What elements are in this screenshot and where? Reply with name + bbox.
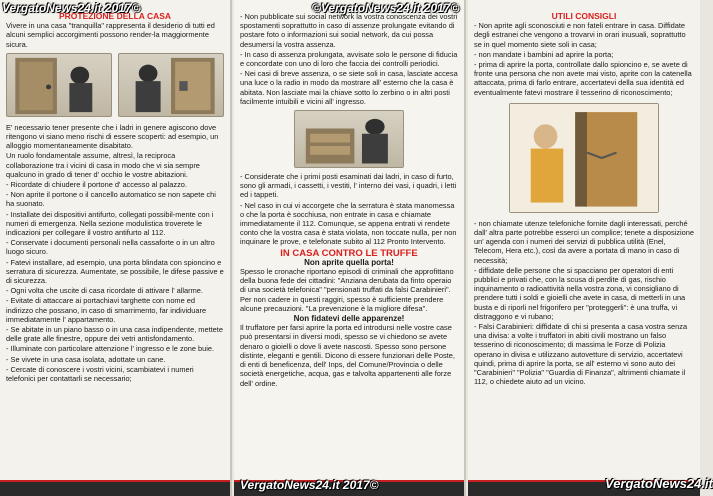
list-item: - Evitate di attaccare ai portachiavi targhette con nome ed indirizzo che possano, in caso di smarrimento, far individuare immediatamente l' appartamento. [6, 296, 207, 324]
list-item: - Se vivete in una casa isolata, adottate un cane. [6, 354, 166, 364]
paragraph-vicini: Un ruolo fondamentale assume, altresì, la reciproca collaborazione tra i vicini di casa in modo che vi sia sempre qualcuno in grado di tener d' occhio le vostre abitazioni. [6, 151, 200, 179]
heading-truffe: IN CASA CONTRO LE TRUFFE [280, 247, 418, 259]
list-item: - Non pubblicate sui social network la vostra conoscenza dei vostri spostamenti soprattutto in caso di assenze prolungate evitando di postare foto o informazioni sui social network, da cui possa desumersi la vostra assenza. [240, 12, 458, 49]
list-item: - Illuminate con particolare attenzione l' ingresso e le zone buie. [6, 344, 215, 354]
paragraph-cronache: Spesso le cronache riportano episodi di criminali che approfittano della buona fede dei cittadini: "Anziana derubata da finto operaio di una società telefonica" "pensionati truffati da falsi Carabinieri". Per non cadere in questi raggiri, spesso è sufficiente prendere alcune precauzioni. "La prevenzione è la migliore difesa". [240, 267, 454, 313]
list-item: - non mandate i bambini ad aprire la porta; [474, 49, 614, 59]
list-item: - non chiamate utenze telefoniche fornite dagli interessati, perché dall' altra parte potrebbe esserci un complice; tenete a disposizione un' agenda con i numeri dei servizi di pubblica utilità (Enel, Telecom, Hera etc.), così da avere a portata di mano in caso di necessità; [474, 218, 694, 265]
list-item: - Conservate i documenti personali nella cassaforte o in un altro luogo sicuro. [6, 238, 215, 257]
watermark-top-mid: ©VergatoNews24.it 2017© [312, 1, 460, 15]
list-item: - Considerate che i primi posti esaminati dai ladri, in caso di furto, sono gli armadi, i cassetti, i vestiti, l' interno dei vasi, i quadri, i letti ed i tappeti. [240, 172, 457, 200]
list-item: - diffidate delle persone che si spacciano per operatori di enti pubblici e privati che, con la scusa di perdite di gas, rischio inquinamento o radioattività nella vostra zona, vi consigliano di prendere tutti i soldi e gioielli che avete in casa, di metterli in una busta e di riporli nel frigorifero per "proteggerli": è una truffa, vi distraggono e vi rubano; [474, 265, 686, 321]
paragraph-truffatore: Il truffatore per farsi aprire la porta ed introdursi nelle vostre case può presentarsi in diversi modi, spesso se vi chiedono se avete denaro o gioielli o dove li avete nascosti. Spesso sono persone distinte, eleganti e gentili. Dicono di essere funzionari delle Poste, di enti di beneficenza, dell' Inps, del Comune/Provincia o delle società energetiche, acqua, gas e talvolta appartenenti alle forze dell' ordine. [240, 323, 455, 388]
list-item: - prima di aprire la porta, controllate dallo spioncino e, se avete di fronte una persona che non avete mai visto, aprite con la catenella attaccata, prima di farlo entrare, accertatevi della sua identità ed eventualmente fatevi mostrare il tesserino di riconoscimento; [474, 60, 692, 97]
panel-protezione-casa [0, 0, 232, 496]
list-item: - Cercate di conoscere i vostri vicini, scambiatevi i numeri telefonici per contattarli se necessario; [6, 364, 194, 384]
list-item: - Se abitate in un piano basso o in una casa indipendente, mettete delle grate alle finestre, oppure dei vetri antisfondamento. [6, 325, 223, 344]
subheading-porta: Non aprite quella porta! [304, 257, 394, 267]
list-item: - Nel caso in cui vi accorgete che la serratura è stata manomessa o che la porta è socchiusa, non entrate in casa e chiamate immediatamente il 112. Comunque, se appena entrati vi rendete conto che la vostra casa è stata violata, non toccate nulla, per non inquinare le prove, e telefonate subito al 112 Pronto Intervento. [240, 200, 457, 247]
watermark-bottom-right: VergatoNews24.it [605, 476, 713, 491]
intro-text: Vivere in una casa "tranquilla" rappresenta il desiderio di tutti ed alcuni semplici accorgimenti possono render-la maggiormente sicura. [6, 21, 215, 49]
paragraph-ladri: E' necessario tener presente che i ladri in genere agiscono dove ritengono vi siano meno rischi di essere scoperti: ad esempio, un alloggio momentaneamente disabitato. [6, 122, 219, 151]
thief-lock-illustration [118, 53, 224, 117]
list-item: - Non aprite il portone o il cancello automatico se non sapete chi ha suonato. [6, 190, 216, 209]
thief-drawer-illustration [294, 110, 404, 168]
subheading-apparenze: Non fidatevi delle apparenze! [293, 314, 405, 324]
list-item: - Ricordate di chiudere il portone d' accesso al palazzo. [6, 180, 187, 190]
list-item: - In caso di assenza prolungata, avvisate solo le persone di fiducia e concordate con uno di loro che faccia dei controlli periodici. [240, 49, 458, 69]
panel-truffe [234, 0, 466, 496]
list-item: - Fatevi installare, ad esempio, una porta blindata con spioncino e serratura di sicurezza. Aumentate, se possibile, le difese passive e di sicurezza. [6, 257, 224, 286]
list-item: - Installate dei dispositivi antifurto, collegati possibil-mente con i numeri di emergenza. Nella sezione modulistica troverete le indicazioni per collegare il vostro antifurto al 112. [6, 209, 214, 238]
section-title: UTILI CONSIGLI [551, 11, 617, 21]
list-item: - Falsi Carabinieri: diffidate di chi si presenta a casa vostra senza una divisa: a volte i truffatori in abiti civili mostrano un falso tesserino di riconoscimento; di massima le Forze di Polizia operano in divisa e utilizzano autovetture di servizio, accertatevi quindi, prima di aprire la porta, se all' esterno vi sono auto dei "Carabinieri" "Polizia" "Guardia di Finanza", altrimenti chiamate il 112, o chiedete aiuto ad un vicino. [474, 322, 688, 387]
list-item: - Non aprite agli sconosciuti e non fateli entrare in casa. Diffidate degli estranei che vengono a trovarvi in orari inusuali, soprattutto se in quel momento siete soli in casa; [474, 21, 686, 49]
section-title: PROTEZIONE DELLA CASA [58, 11, 172, 21]
thief-door-illustration [6, 53, 112, 117]
list-item: - Ogni volta che uscite di casa ricordate di attivare l' allarme. [6, 286, 203, 296]
footer-strip [0, 480, 230, 496]
watermark-top-left: VergatoNews24.it 2017© [2, 1, 141, 15]
panel-consigli [468, 0, 700, 496]
illustration-row [6, 53, 224, 117]
door-chain-illustration [509, 103, 659, 213]
list-item: - Nei casi di breve assenza, o se siete soli in casa, lasciate accesa una luce o la radio in modo da mostrare all' esterno che la casa è abitata. Non lasciate mai la chiave sotto lo zerbino o in altri posti facilmente intuibili e vicini all' ingresso. [240, 69, 458, 106]
watermark-bottom-mid: VergatoNews24.it 2017© [240, 478, 379, 492]
